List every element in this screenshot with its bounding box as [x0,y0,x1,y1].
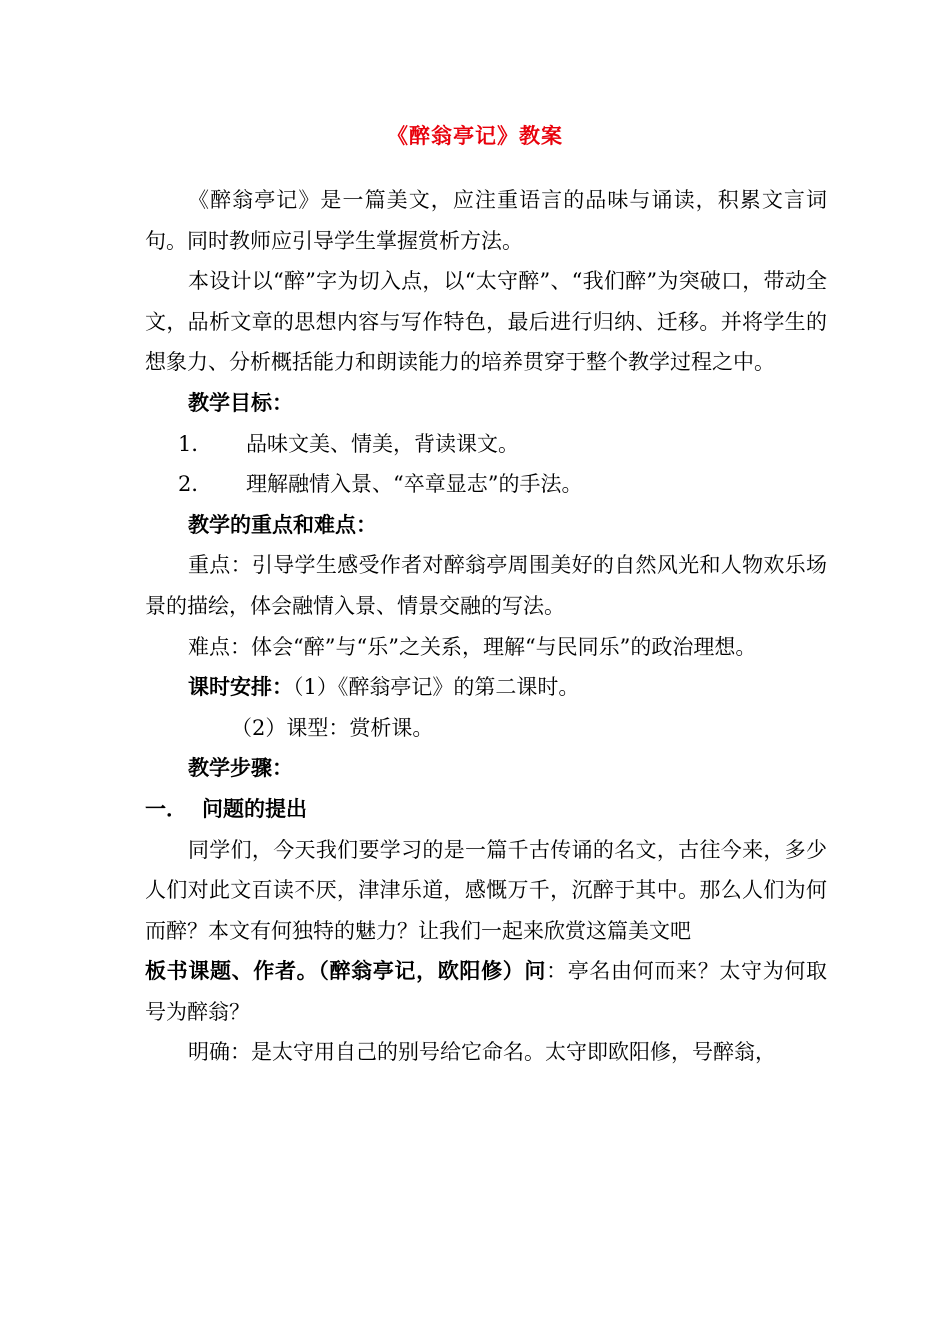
section-1-heading [145,789,827,830]
intro-paragraph-1: 《醉翁亭记》是一篇美文，应注重语言的品味与诵读，积累文言词句。同时教师应引导学生掌握赏析方法。 [145,188,827,253]
objective-number: 1． [178,431,213,456]
section-1-paragraph: 同学们，今天我们要学习的是一篇千古传诵的名文，古往今来，多少人们对此文百读不厌，津津乐道，感慨万千，沉醉于其中。那么人们为何而醉？本文有何独特的魅力？让我们一起来欣赏这篇美文吧 [145,837,827,943]
board-bold-text: 板书课题、作者。（醉翁亭记，欧阳修）问 [145,958,547,984]
key-points-heading: 教学的重点和难点： [188,511,377,537]
section-1-number: 一． [145,795,187,821]
schedule-label: 课时安排： [188,674,293,700]
schedule-line-2: （2）课型：赏析课。 [231,715,434,740]
schedule-line-1 [145,667,827,708]
difficult-point-paragraph: 难点：体会“醉”与“乐”之关系，理解“与民同乐”的政治理想。 [188,634,757,659]
section-1-title: 问题的提出 [202,795,307,821]
objective-item [145,424,827,465]
board-question-text: ：亭名由何而来？太守为何取号为醉翁？ [145,959,828,1024]
schedule-text-1: （1）《醉翁亭记》的第二课时。 [293,675,580,700]
document-title: 《醉翁亭记》教案 [387,123,563,148]
objective-text: 品味文美、情美，背读课文。 [246,431,519,456]
objective-item [145,464,827,505]
objectives-heading: 教学目标： [188,389,293,415]
intro-paragraph-2: 本设计以“醉”字为切入点，以“太守醉”、“我们醉”为突破口，带动全文，品析文章的思想内容与写作特色，最后进行归纳、迁移。并将学生的想象力、分析概括能力和朗读能力的培养贯穿于整个教学过程之中。 [145,269,827,375]
answer-paragraph: 明确：是太守用自己的别号给它命名。太守即欧阳修，号醉翁， [188,1040,776,1065]
board-paragraph [145,951,827,1032]
objective-number: 2． [178,472,213,497]
objective-text: 理解融情入景、“卒章显志”的手法。 [246,472,583,497]
steps-heading: 教学步骤： [188,755,293,781]
document-body [145,180,827,1073]
key-point-paragraph: 重点：引导学生感受作者对醉翁亭周围美好的自然风光和人物欢乐场景的描绘，体会融情入景、情景交融的写法。 [145,553,827,618]
